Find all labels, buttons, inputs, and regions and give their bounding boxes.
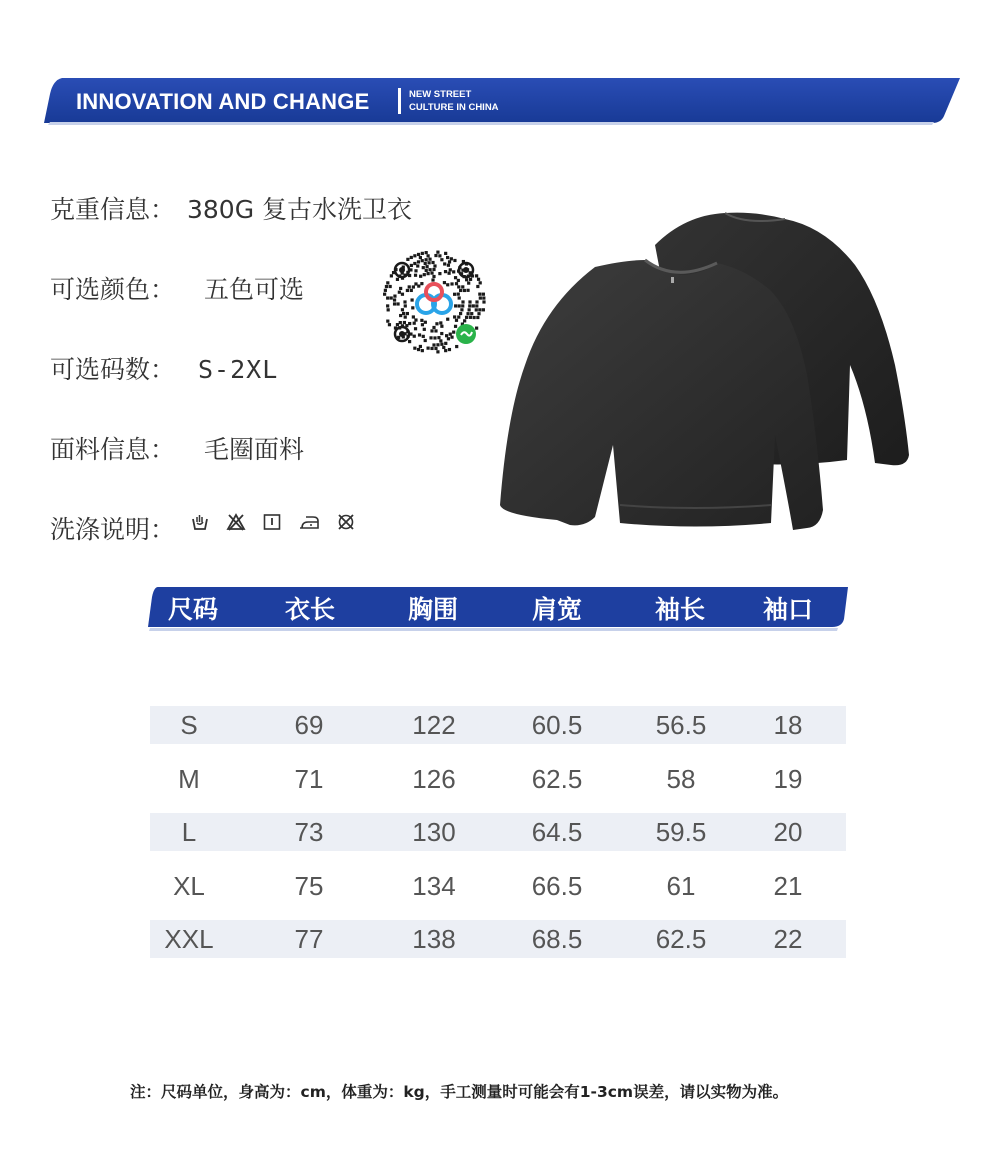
banner-subtitle xyxy=(409,88,499,114)
qr-code xyxy=(380,248,488,356)
sizes-label: 可选码数： xyxy=(50,355,176,384)
cell-chest: 130 xyxy=(412,817,456,847)
header-length: 衣长 xyxy=(284,595,335,624)
fabric-value: 毛圈面料 xyxy=(204,435,305,464)
cell-shoulder: 66.5 xyxy=(531,870,583,901)
sizes-info-row xyxy=(50,350,278,386)
cell-sleeve: 58 xyxy=(666,763,696,794)
header-cuff: 袖口 xyxy=(762,595,813,624)
header-shoulder: 肩宽 xyxy=(531,595,582,624)
weight-info-row xyxy=(50,190,412,226)
front-sweatshirt xyxy=(500,260,823,530)
cell-length: 73 xyxy=(294,817,324,847)
wash-label: 洗涤说明： xyxy=(50,515,176,544)
fabric-label: 面料信息： xyxy=(50,435,176,464)
tumble-dry-icon xyxy=(262,512,282,532)
header-size: 尺码 xyxy=(167,595,218,624)
cell-size: L xyxy=(181,817,197,847)
cell-cuff: 21 xyxy=(773,870,803,901)
header-sleeve: 袖长 xyxy=(654,595,705,624)
banner-divider xyxy=(398,88,401,114)
cell-shoulder: 64.5 xyxy=(531,817,583,847)
weight-label: 克重信息： xyxy=(50,195,176,224)
table-row xyxy=(150,920,846,958)
cell-length: 75 xyxy=(294,870,324,901)
cell-sleeve: 59.5 xyxy=(655,817,707,847)
no-bleach-icon xyxy=(226,512,246,532)
cell-size: XL xyxy=(173,870,205,901)
cell-size: XXL xyxy=(164,924,214,954)
table-row xyxy=(150,706,846,744)
sizes-value: S-2XL xyxy=(198,355,279,384)
table-row xyxy=(150,813,846,851)
cell-sleeve: 56.5 xyxy=(655,710,707,740)
cell-shoulder: 68.5 xyxy=(531,924,583,954)
fabric-info-row xyxy=(50,430,304,466)
wash-info-row xyxy=(50,510,190,546)
no-dry-clean-icon xyxy=(336,512,356,532)
cell-chest: 134 xyxy=(412,870,456,901)
cell-cuff: 20 xyxy=(773,817,803,847)
cell-sleeve: 62.5 xyxy=(655,924,707,954)
table-row xyxy=(150,760,846,798)
cell-length: 69 xyxy=(294,710,324,740)
banner-subtitle-line2: CULTURE IN CHINA xyxy=(409,102,499,113)
hand-wash-icon xyxy=(190,512,210,532)
iron-icon xyxy=(298,512,320,532)
cell-length: 71 xyxy=(294,763,324,794)
colors-label: 可选颜色： xyxy=(50,275,176,304)
cell-cuff: 22 xyxy=(773,924,803,954)
cell-length: 77 xyxy=(294,924,324,954)
cell-chest: 138 xyxy=(412,924,456,954)
cell-size: M xyxy=(178,763,200,794)
measurement-note: 注：尺码单位，身高为：cm，体重为：kg，手工测量时可能会有1-3cm误差，请以实物为准。 xyxy=(130,1083,789,1101)
colors-value: 五色可选 xyxy=(204,275,305,304)
cell-sleeve: 61 xyxy=(666,870,696,901)
banner-title: INNOVATION AND CHANGE xyxy=(76,89,370,114)
sweatshirt-product-image xyxy=(495,205,920,535)
weight-value: 380G 复古水洗卫衣 xyxy=(187,195,413,224)
cell-cuff: 18 xyxy=(773,710,803,740)
colors-info-row xyxy=(50,270,304,306)
cell-cuff: 19 xyxy=(773,763,803,794)
cell-shoulder: 60.5 xyxy=(531,710,583,740)
table-row xyxy=(150,867,846,905)
header-chest: 胸围 xyxy=(407,595,458,624)
cell-chest: 126 xyxy=(412,763,456,794)
cell-size: S xyxy=(180,710,198,740)
banner-subtitle-line1: NEW STREET xyxy=(409,89,472,100)
cell-chest: 122 xyxy=(412,710,456,740)
cell-shoulder: 62.5 xyxy=(531,763,583,794)
care-icons xyxy=(190,512,356,532)
